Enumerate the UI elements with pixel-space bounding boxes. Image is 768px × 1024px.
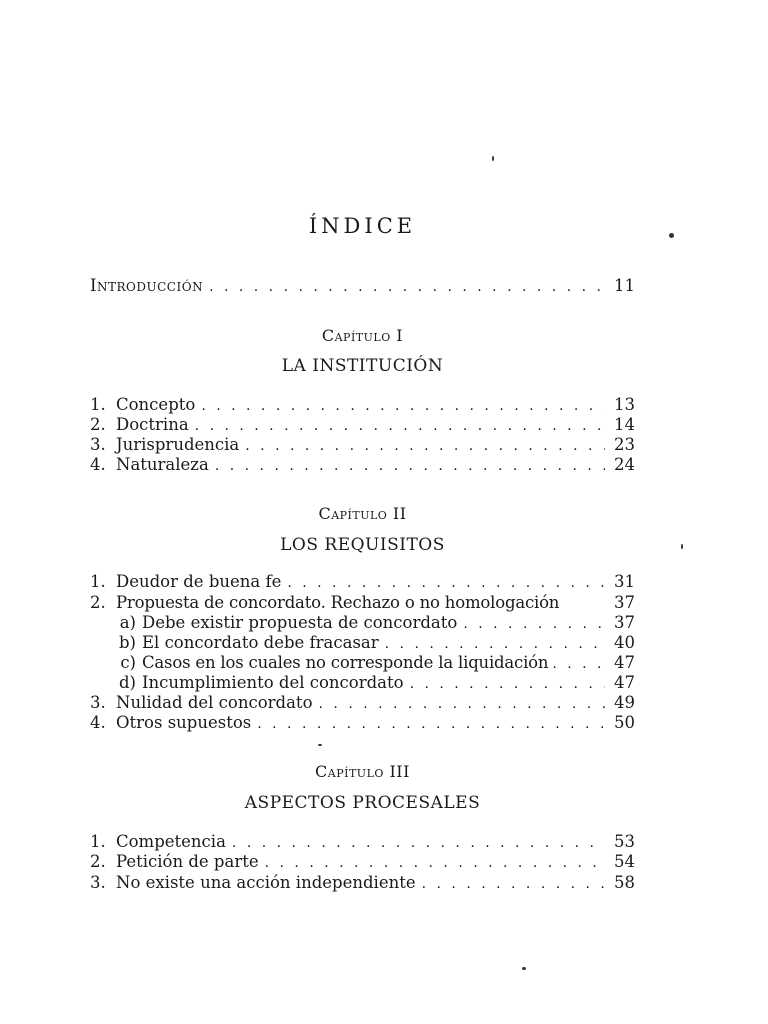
- leader-dots: [410, 674, 605, 694]
- toc-page-number: 40: [614, 633, 635, 652]
- toc-entry-label: Petición de parte: [116, 852, 259, 871]
- toc-entry-number: a): [119, 613, 136, 632]
- toc-entry: [90, 572, 635, 592]
- leader-dots: [287, 573, 605, 593]
- toc-entry-number: 1.: [90, 572, 106, 591]
- toc-entry-number: d): [119, 673, 136, 692]
- toc-page-number: 53: [614, 832, 635, 851]
- toc-entry-label: Casos en los cuales no corresponde la liquidación: [142, 653, 549, 672]
- chapter-label: Capítulo III: [315, 762, 410, 781]
- chapter-label: Capítulo I: [321, 326, 404, 345]
- toc-entry-number: 3.: [90, 435, 106, 454]
- toc-page-number: 13: [614, 395, 635, 414]
- toc-entry: [90, 713, 635, 733]
- leader-dots: [195, 416, 605, 436]
- leader-dots: [209, 277, 605, 297]
- toc-entry-label: Jurisprudencia: [116, 435, 240, 454]
- toc-entry-label: Propuesta de concordato. Rechazo o no homologación: [116, 593, 560, 612]
- toc-entry-label: Competencia: [116, 832, 226, 851]
- toc-entry-number: 4.: [90, 455, 106, 474]
- toc-entry: [90, 852, 635, 872]
- leader-dots: [319, 694, 605, 714]
- toc-entry-label: Otros supuestos: [116, 713, 252, 732]
- print-speck: [669, 233, 674, 238]
- toc-entry-label: No existe una acción independiente: [116, 873, 416, 892]
- toc-page: [90, 0, 635, 1024]
- toc-entry-label: El concordato debe fracasar: [142, 633, 379, 652]
- chapter-title: LOS REQUISITOS: [280, 535, 445, 555]
- toc-page-number: 58: [614, 873, 635, 892]
- chapter-title: LA INSTITUCIÓN: [281, 356, 444, 376]
- toc-page-number: 37: [614, 613, 635, 632]
- toc-entry-label: Doctrina: [116, 415, 189, 434]
- toc-entry: [90, 415, 635, 435]
- toc-entry-number: 1.: [90, 832, 106, 851]
- toc-entry-number: c): [120, 653, 136, 672]
- leader-dots: [265, 853, 605, 873]
- toc-entry-label: Introducción: [90, 276, 204, 295]
- leader-dots: [245, 436, 605, 456]
- chapter-title: ASPECTOS PROCESALES: [244, 793, 481, 813]
- toc-entry-introduction: [90, 276, 635, 296]
- toc-page-number: 37: [614, 593, 635, 612]
- chapter-label: Capítulo II: [318, 504, 407, 523]
- toc-entry-number: 2.: [90, 852, 106, 871]
- toc-page-number: 47: [614, 673, 635, 692]
- toc-subentry: [90, 633, 635, 653]
- toc-entry-label: Concepto: [116, 395, 196, 414]
- leader-dots: [201, 396, 605, 416]
- toc-page-number: 11: [614, 276, 635, 295]
- toc-entry-number: 3.: [90, 693, 106, 712]
- toc-entry-label: Incumplimiento del concordato: [142, 673, 404, 692]
- toc-entry-label: Naturaleza: [116, 455, 209, 474]
- toc-page-number: 50: [614, 713, 635, 732]
- leader-dots: [232, 833, 605, 853]
- page-title: ÍNDICE: [308, 214, 417, 238]
- toc-entry: [90, 435, 635, 455]
- toc-entry-number: 1.: [90, 395, 106, 414]
- toc-page-number: 49: [614, 693, 635, 712]
- toc-entry: [90, 455, 635, 475]
- toc-page-number: 23: [614, 435, 635, 454]
- toc-subentry: [90, 613, 635, 633]
- toc-entry-label: Deudor de buena fe: [116, 572, 282, 591]
- toc-subentry: [90, 653, 635, 673]
- toc-entry: [90, 873, 635, 893]
- toc-page-number: 31: [614, 572, 635, 591]
- leader-dots: [552, 654, 607, 674]
- toc-entry-number: 3.: [90, 873, 106, 892]
- print-speck: [681, 544, 683, 549]
- toc-subentry: [90, 673, 635, 693]
- toc-page-number: 54: [614, 852, 635, 871]
- leader-dots: [215, 456, 605, 476]
- toc-page-number: 24: [614, 455, 635, 474]
- leader-dots: [463, 614, 605, 634]
- toc-entry-number: 2.: [90, 415, 106, 434]
- toc-entry-label: Debe existir propuesta de concordato: [142, 613, 458, 632]
- toc-page-number: 14: [614, 415, 635, 434]
- leader-dots: [257, 714, 605, 734]
- toc-entry: [90, 593, 635, 613]
- leader-dots: [422, 874, 605, 894]
- toc-entry: [90, 395, 635, 415]
- toc-entry-number: 2.: [90, 593, 106, 612]
- toc-entry: [90, 832, 635, 852]
- leader-dots: [385, 634, 605, 654]
- toc-entry-number: 4.: [90, 713, 106, 732]
- toc-entry: [90, 693, 635, 713]
- toc-entry-number: b): [119, 633, 136, 652]
- toc-entry-label: Nulidad del concordato: [116, 693, 313, 712]
- toc-page-number: 47: [614, 653, 635, 672]
